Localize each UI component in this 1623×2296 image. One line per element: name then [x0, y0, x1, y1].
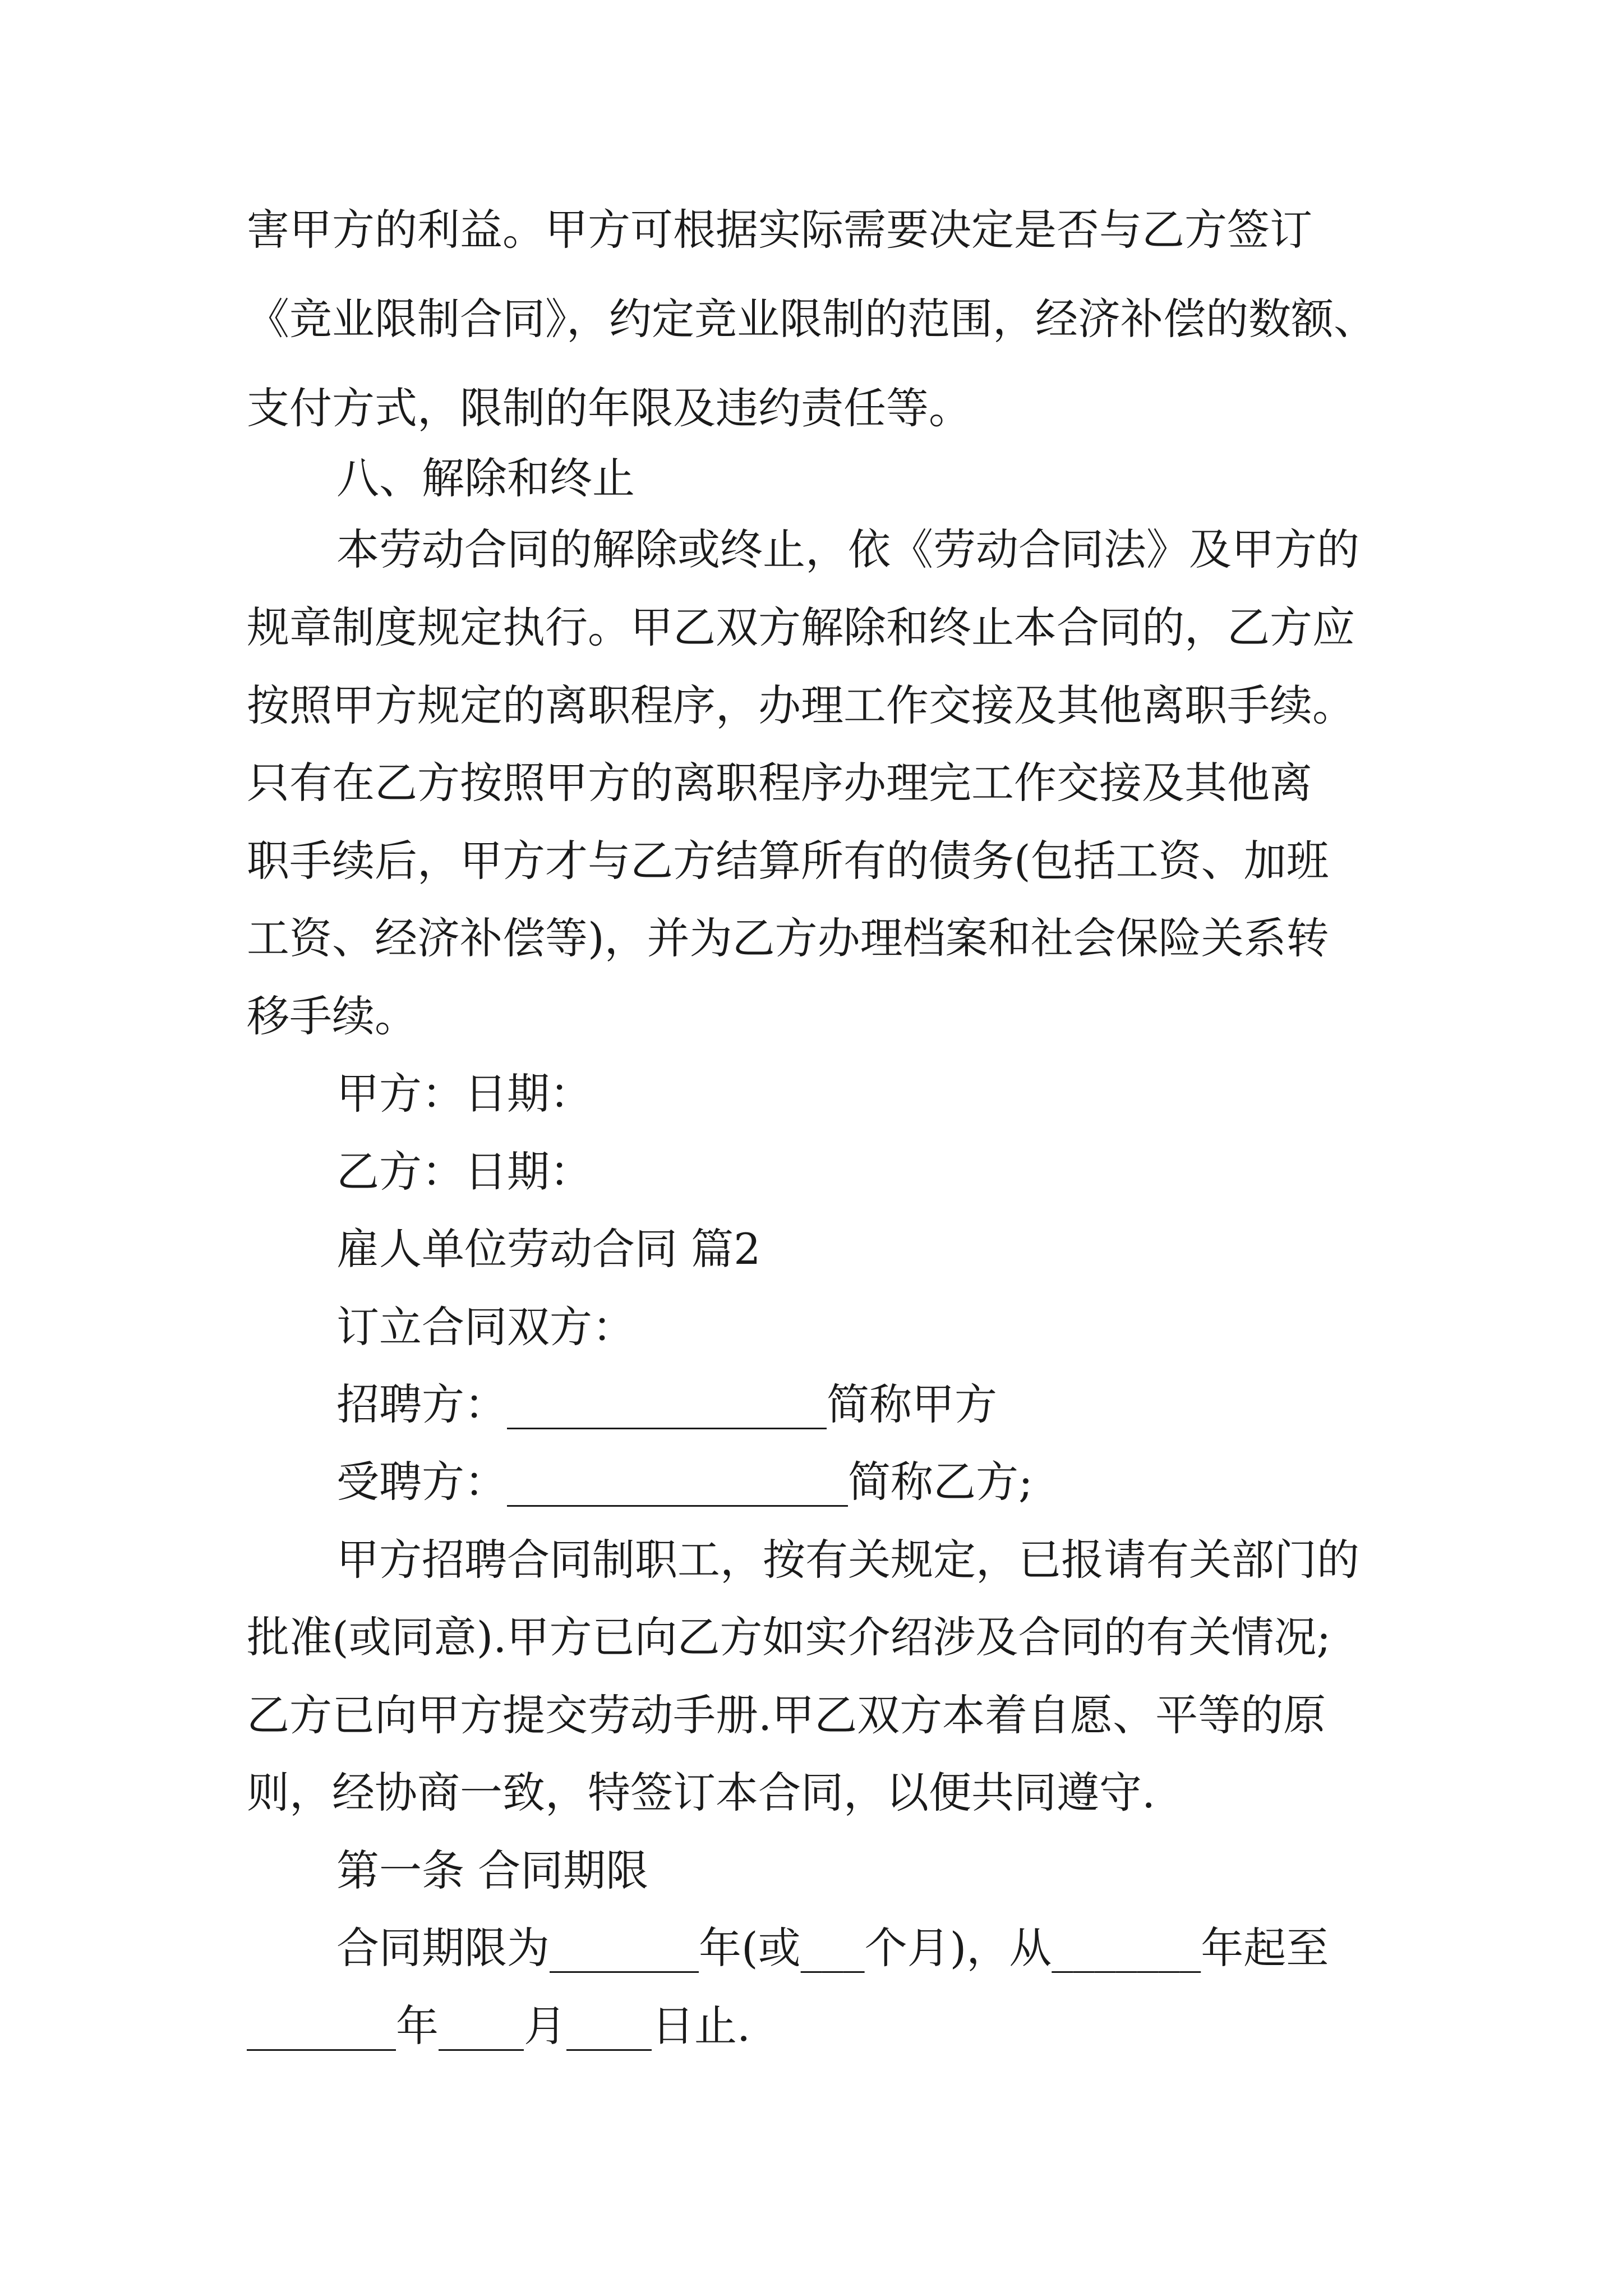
- paragraph-line: 规章制度规定执行。甲乙双方解除和终止本合同的，乙方应: [247, 602, 1355, 652]
- paragraph-line: 只有在乙方按照甲方的离职程序办理完工作交接及其他离: [247, 758, 1312, 808]
- signature-line-party-b: 乙方：日期：: [336, 1147, 592, 1197]
- employer-field-line: 招聘方：_______________简称甲方: [336, 1379, 997, 1429]
- paragraph-line: 乙方已向甲方提交劳动手册.甲乙双方本着自愿、平等的原: [247, 1690, 1326, 1740]
- employee-field-line: 受聘方：________________简称乙方;: [336, 1457, 1033, 1507]
- paragraph-line: 本劳动合同的解除或终止，依《劳动合同法》及甲方的: [336, 524, 1359, 574]
- paragraph-line: 害甲方的利益。甲方可根据实际需要决定是否与乙方签订: [247, 205, 1312, 255]
- paragraph-line: 工资、经济补偿等)，并为乙方办理档案和社会保险关系转: [247, 913, 1329, 963]
- paragraph-line: 批准(或同意).甲方已向乙方如实介绍涉及合同的有关情况;: [247, 1612, 1331, 1662]
- paragraph-line: 甲方招聘合同制职工，按有关规定，已报请有关部门的: [336, 1535, 1359, 1585]
- signature-line-party-a: 甲方：日期：: [336, 1069, 592, 1119]
- section-heading: 八、解除和终止: [336, 453, 635, 503]
- paragraph-line: 按照甲方规定的离职程序，办理工作交接及其他离职手续。: [247, 680, 1355, 730]
- paragraph-line: _______年____月____日止.: [247, 2001, 751, 2051]
- paragraph-line: 职手续后，甲方才与乙方结算所有的债务(包括工资、加班: [247, 836, 1329, 886]
- paragraph-line: 合同期限为_______年(或___个月)，从_______年起至: [336, 1923, 1329, 1973]
- paragraph-line: 订立合同双方：: [336, 1302, 635, 1352]
- contract-title: 雇人单位劳动合同 篇2: [336, 1224, 761, 1274]
- paragraph-line: 移手续。: [247, 991, 417, 1041]
- paragraph-line: 支付方式，限制的年限及违约责任等。: [247, 383, 971, 433]
- paragraph-line: 则，经协商一致，特签订本合同，以便共同遵守.: [247, 1768, 1156, 1818]
- paragraph-line: 《竞业限制合同》，约定竞业限制的范围，经济补偿的数额、: [247, 294, 1376, 344]
- article-heading: 第一条 合同期限: [336, 1846, 649, 1895]
